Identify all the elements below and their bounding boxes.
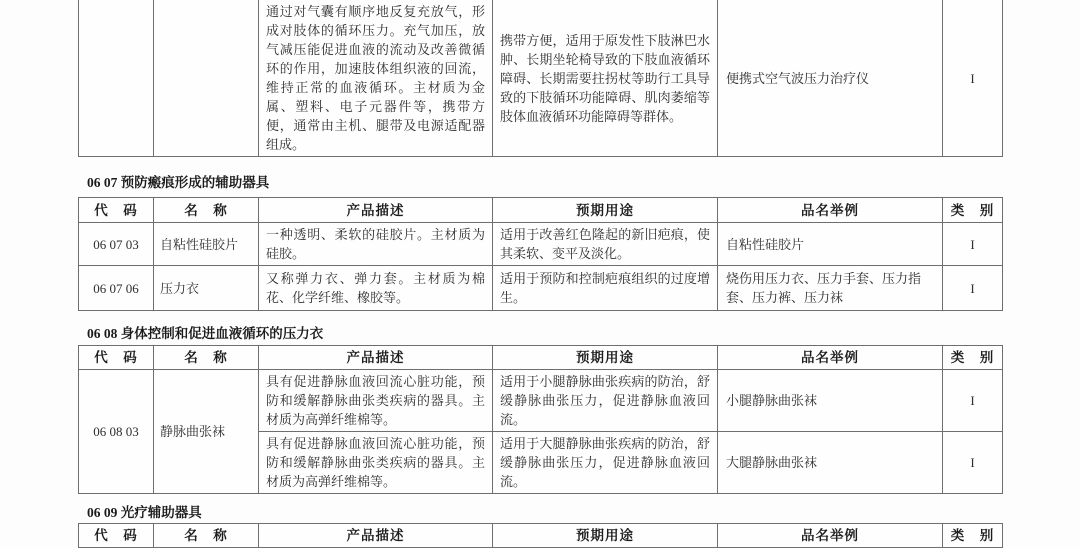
col-header-examples: 品名举例 xyxy=(718,198,943,223)
col-header-description: 产品描述 xyxy=(259,524,493,548)
cell-category: I xyxy=(943,370,1003,432)
cell-intended-use: 携带方便，适用于原发性下肢淋巴水肿、长期坐轮椅导致的下肢血液循环障碍、长期需要拄拐杖等助行工具导致的下肢循环功能障碍、肌肉萎缩等肢体血液循环功能障碍等群体。 xyxy=(493,0,718,157)
table-row xyxy=(79,223,1003,266)
table-0608 xyxy=(78,345,1003,494)
section-heading-0608: 06 08 身体控制和促进血液循环的压力衣 xyxy=(87,326,324,341)
col-header-code: 代 码 xyxy=(79,346,154,370)
cell-name: 静脉曲张袜 xyxy=(154,370,259,494)
col-header-name: 名 称 xyxy=(154,198,259,223)
cell-intended-use: 适用于改善红色隆起的新旧疤痕，使其柔软、变平及淡化。 xyxy=(493,223,718,266)
table-0607 xyxy=(78,197,1003,311)
table-row xyxy=(79,266,1003,311)
table-header-row xyxy=(79,198,1003,223)
col-header-name: 名 称 xyxy=(154,524,259,548)
cell-code: 06 07 06 xyxy=(79,266,154,311)
cell-product-description: 具有促进静脉血液回流心脏功能，预防和缓解静脉曲张类疾病的器具。主材质为高弹纤维棉等。 xyxy=(259,370,493,432)
col-header-code: 代 码 xyxy=(79,198,154,223)
table-row xyxy=(79,0,1003,157)
cell-name: 压力衣 xyxy=(154,266,259,311)
cell-product-examples: 烧伤用压力衣、压力手套、压力指套、压力裤、压力袜 xyxy=(718,266,943,311)
col-header-usage: 预期用途 xyxy=(493,524,718,548)
cell-code: 06 07 03 xyxy=(79,223,154,266)
section-heading-0609: 06 09 光疗辅助器具 xyxy=(87,505,202,520)
cell-name: 自粘性硅胶片 xyxy=(154,223,259,266)
table-header-row xyxy=(79,346,1003,370)
table-0609 xyxy=(78,523,1003,548)
table-0606-continuation xyxy=(78,0,1003,157)
section-heading-0607: 06 07 预防瘢痕形成的辅助器具 xyxy=(87,175,270,190)
cell-category: I xyxy=(943,266,1003,311)
cell-product-examples: 小腿静脉曲张袜 xyxy=(718,370,943,432)
cell-product-examples: 大腿静脉曲张袜 xyxy=(718,432,943,494)
col-header-usage: 预期用途 xyxy=(493,346,718,370)
cell-intended-use: 适用于预防和控制疤痕组织的过度增生。 xyxy=(493,266,718,311)
cell-intended-use: 适用于小腿静脉曲张疾病的防治，舒缓静脉曲张压力，促进静脉血液回流。 xyxy=(493,370,718,432)
col-header-category: 类 别 xyxy=(943,524,1003,548)
col-header-category: 类 别 xyxy=(943,346,1003,370)
cell-category: I xyxy=(943,0,1003,157)
col-header-description: 产品描述 xyxy=(259,198,493,223)
col-header-examples: 品名举例 xyxy=(718,524,943,548)
col-header-description: 产品描述 xyxy=(259,346,493,370)
col-header-usage: 预期用途 xyxy=(493,198,718,223)
table-header-row xyxy=(79,524,1003,548)
cell-code: 06 08 03 xyxy=(79,370,154,494)
cell-name-empty xyxy=(154,0,259,157)
cell-product-description: 通过对气囊有顺序地反复充放气，形成对肢体的循环压力。充气加压，放气减压能促进血液的流动及改善微循环的作用，加速肢体组织液的回流，维持正常的血液循环。主材质为金属、塑料、电子元器件等，携带方便，通常由主机、腿带及电源适配器组成。 xyxy=(259,0,493,157)
table-row xyxy=(79,370,1003,432)
cell-product-description: 一种透明、柔软的硅胶片。主材质为硅胶。 xyxy=(259,223,493,266)
col-header-category: 类 别 xyxy=(943,198,1003,223)
col-header-examples: 品名举例 xyxy=(718,346,943,370)
cell-product-description: 又称弹力衣、弹力套。主材质为棉花、化学纤维、橡胶等。 xyxy=(259,266,493,311)
cell-product-examples: 便携式空气波压力治疗仪 xyxy=(718,0,943,157)
col-header-name: 名 称 xyxy=(154,346,259,370)
cell-category: I xyxy=(943,432,1003,494)
cell-product-examples: 自粘性硅胶片 xyxy=(718,223,943,266)
col-header-code: 代 码 xyxy=(79,524,154,548)
cell-product-description: 具有促进静脉血液回流心脏功能，预防和缓解静脉曲张类疾病的器具。主材质为高弹纤维棉等。 xyxy=(259,432,493,494)
cell-code-empty xyxy=(79,0,154,157)
cell-intended-use: 适用于大腿静脉曲张疾病的防治，舒缓静脉曲张压力，促进静脉血液回流。 xyxy=(493,432,718,494)
cell-category: I xyxy=(943,223,1003,266)
